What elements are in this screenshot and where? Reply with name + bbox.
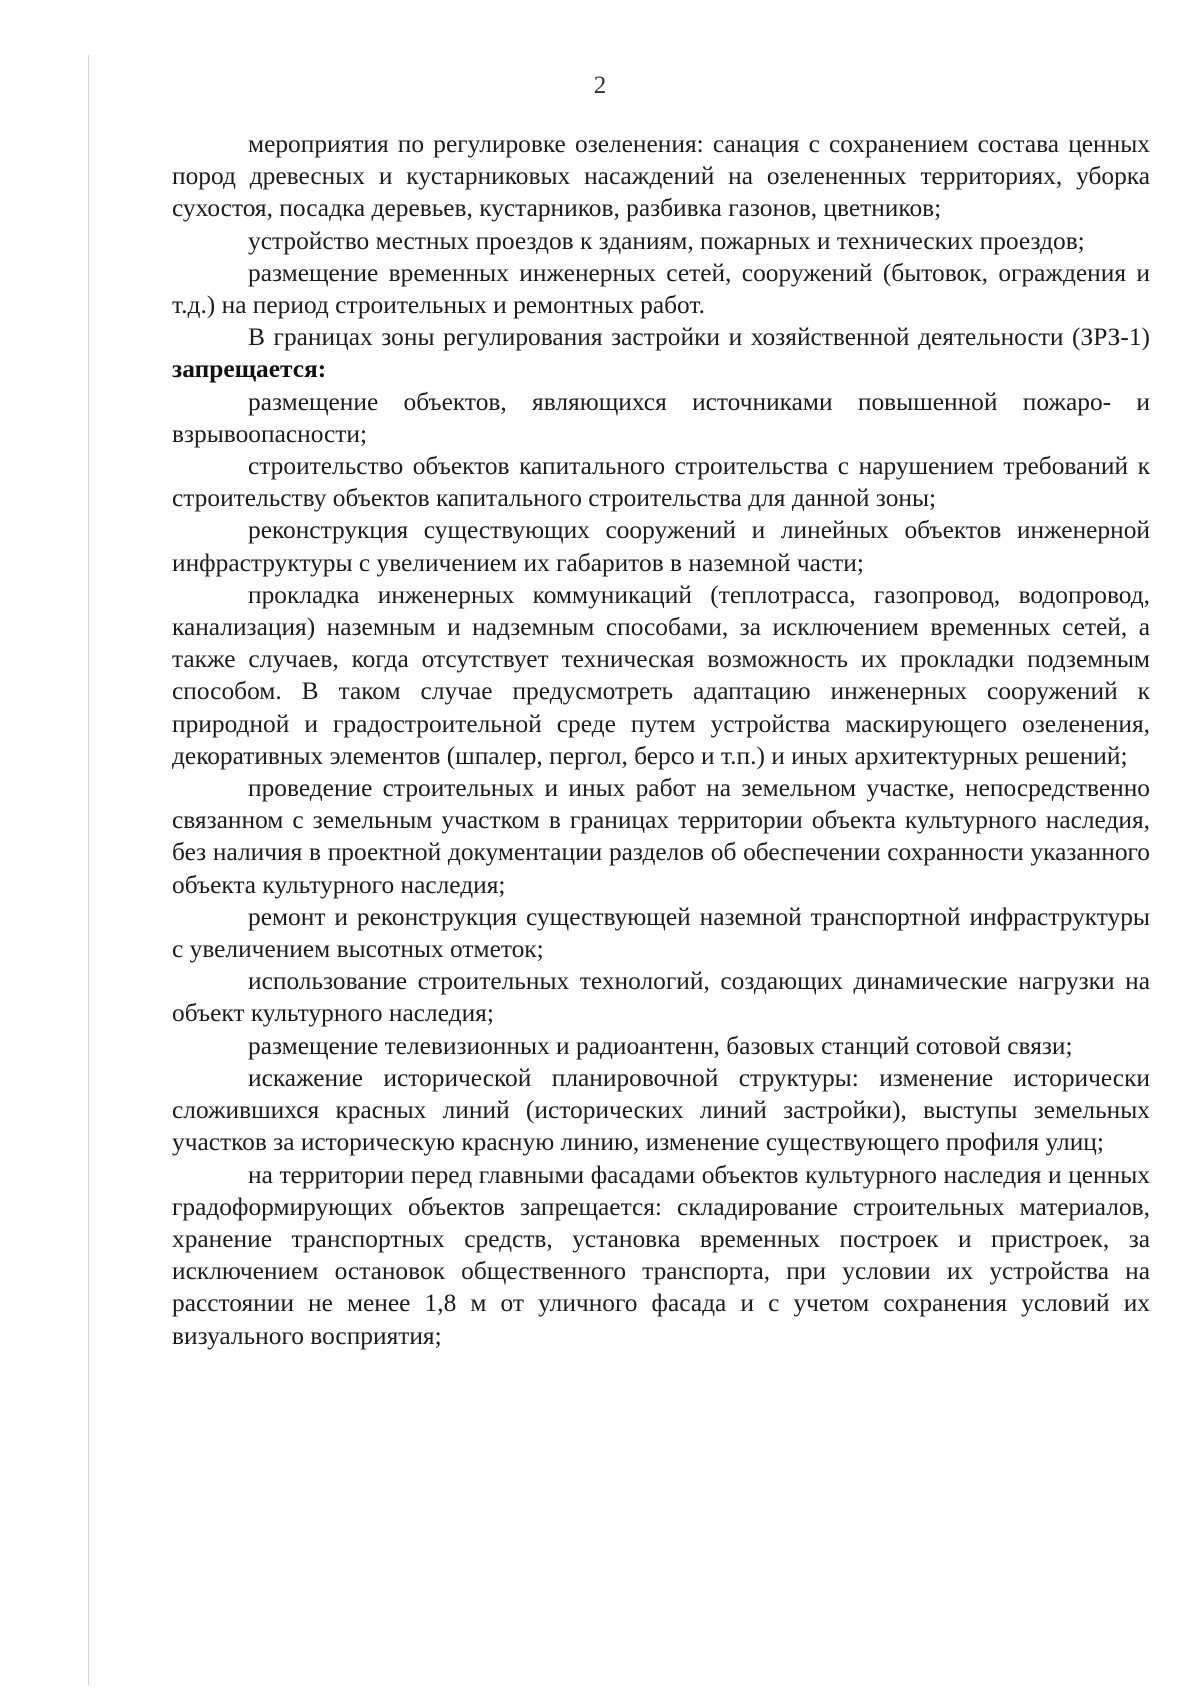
paragraph-main-facades: на территории перед главными фасадами объектов культурного наследия и ценных градоформирующих объектов запрещается: складирование строительных материалов, хранение транспортных средств, установка временных построек и пристроек, за исключением остановок общественного транспорта, при условии их устройства на расстоянии не менее 1,8 м от уличного фасада и с учетом сохранения условий их визуального восприятия;: [172, 1160, 1150, 1350]
paragraph-reconstruction-structures: реконструкция существующих сооружений и линейных объектов инженерной инфраструктуры с увеличением их габаритов в наземной части;: [172, 516, 1150, 577]
paragraph-landscaping-measures: мероприятия по регулировке озеленения: санация с сохранением состава ценных пород древесных и кустарниковых насаждений на озелененных территориях, уборка сухостоя, посадка деревьев, кустарников, разбивка газонов, цветников;: [172, 130, 1150, 223]
paragraph-dynamic-loads: использование строительных технологий, создающих динамические нагрузки на объект культурного наследия;: [172, 967, 1150, 1028]
prohibited-label: запрещается:: [172, 355, 327, 384]
zrz1-heading-text: В границах зоны регулирования застройки и хозяйственной деятельности (ЗРЗ-1): [248, 323, 1150, 352]
page-number: 2: [593, 72, 607, 99]
paragraph-temporary-networks: размещение временных инженерных сетей, сооружений (бытовок, ограждения и т.д.) на период строительных и ремонтных работ.: [172, 258, 1150, 320]
paragraph-antennas: размещение телевизионных и радиоантенн, базовых станций сотовой связи;: [248, 1031, 1073, 1060]
paragraph-fire-hazard-objects: размещение объектов, являющихся источниками повышенной пожаро- и взрывоопасности;: [172, 387, 1150, 448]
paragraph-utility-lines: прокладка инженерных коммуникаций (теплотрасса, газопровод, водопровод, канализация) наземным и надземным способами, за исключением временных сетей, а также случаев, когда отсутствует техническая возможность их прокладки подземным способом. В таком случае предусмотреть адаптацию инженерных сооружений к природной и градостроительной среде путем устройства маскирующего озеленения, декоративных элементов (шпалер, пергол, берсо и т.п.) и иных архитектурных решений;: [172, 580, 1150, 770]
paragraph-local-driveways: устройство местных проездов к зданиям, пожарных и технических проездов;: [248, 226, 1085, 255]
paragraph-planning-structure: искажение исторической планировочной структуры: изменение исторически сложившихся красных линий (исторических линий застройки), выступы земельных участков за историческую красную линию, изменение существующего профиля улиц;: [172, 1063, 1150, 1157]
scan-margin-line: [88, 55, 89, 1685]
paragraph-capital-construction: строительство объектов капитального строительства с нарушением требований к строительству объектов капитального строительства для данной зоны;: [172, 452, 1150, 513]
paragraph-transport-infrastructure: ремонт и реконструкция существующей наземной транспортной инфраструктуры с увеличением высотных отметок;: [172, 902, 1150, 964]
document-body: [172, 128, 1150, 1352]
paragraph-construction-works: проведение строительных и иных работ на земельном участке, непосредственно связанном с земельным участком в границах территории объекта культурного наследия, без наличия в проектной документации разделов об обеспечении сохранности указанного объекта культурного наследия;: [172, 774, 1150, 899]
paragraph-zrz1-prohibited-heading: [172, 321, 1150, 385]
